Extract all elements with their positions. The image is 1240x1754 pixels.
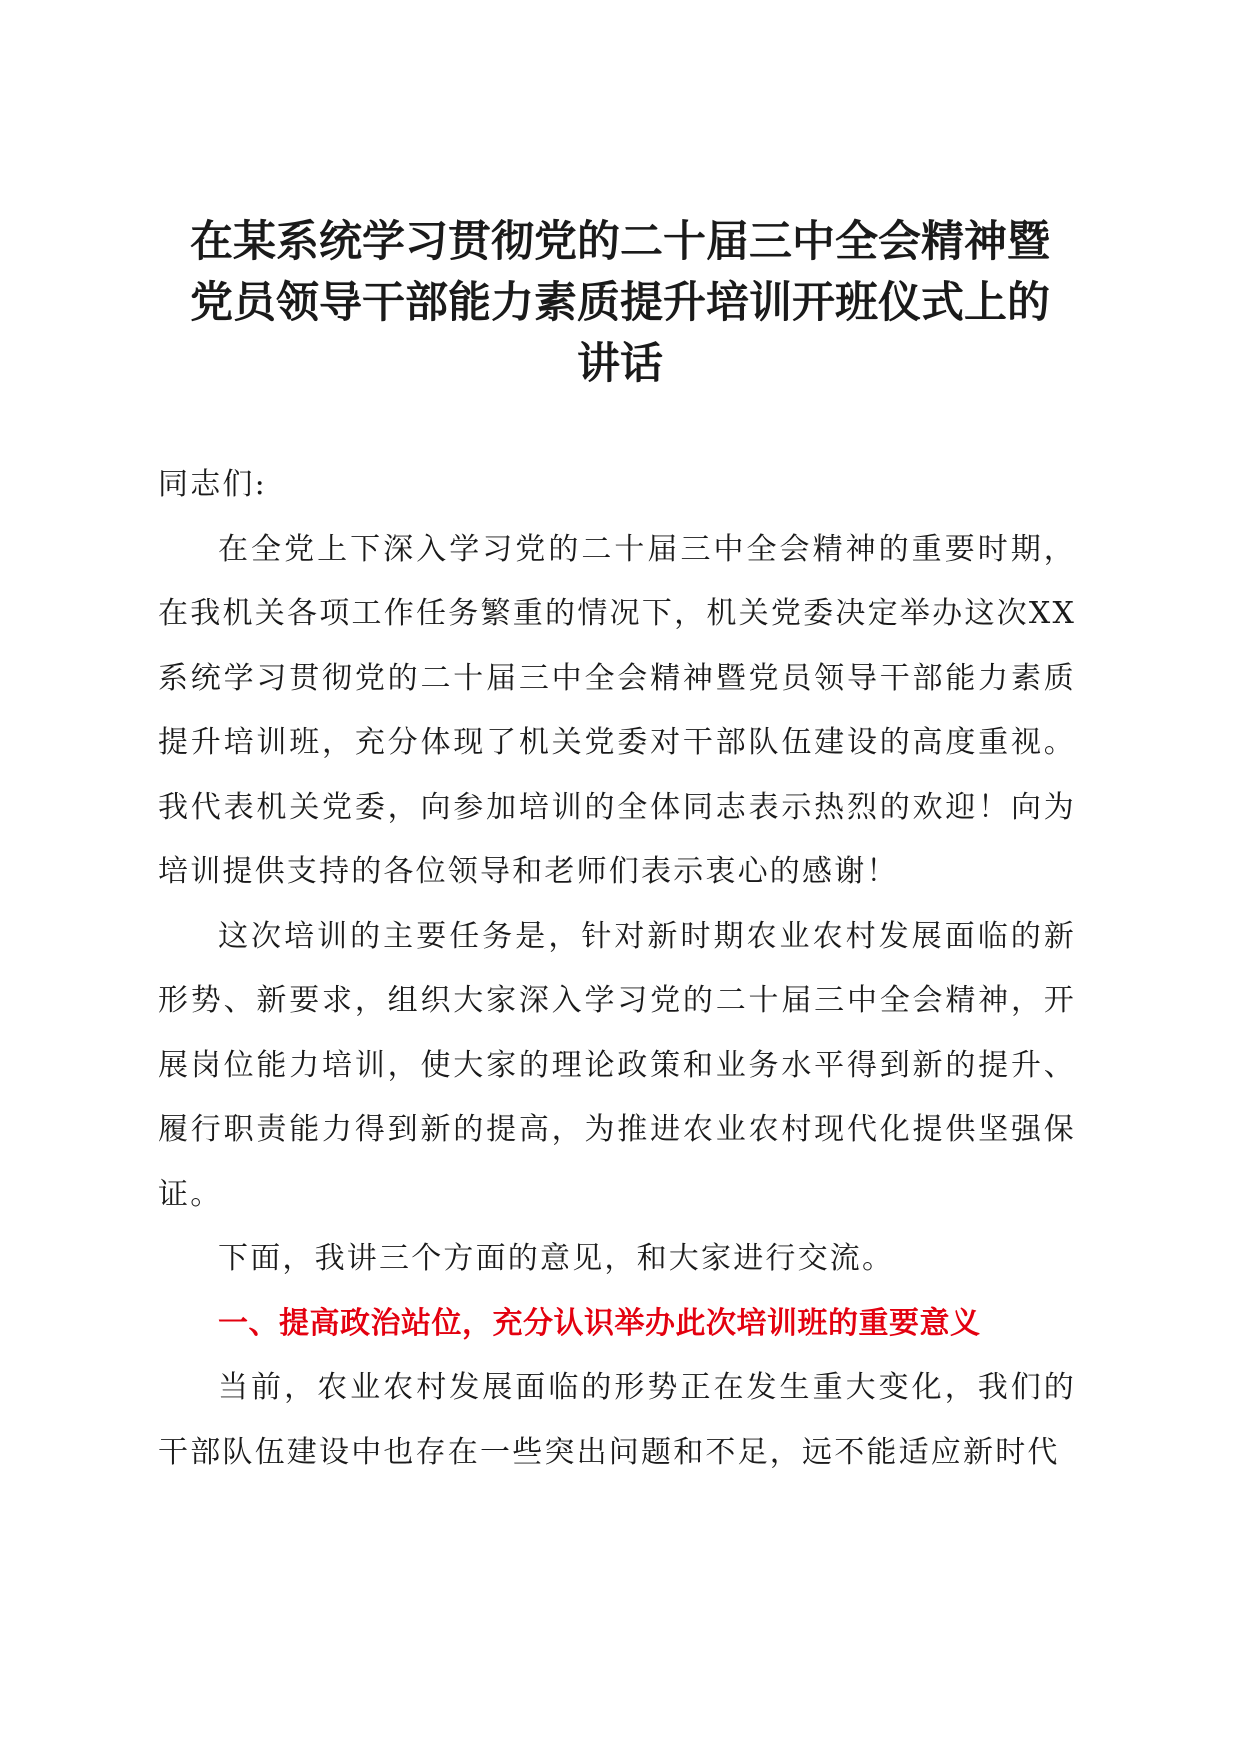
section-heading-1: 一、提高政治站位，充分认识举办此次培训班的重要意义	[218, 1305, 981, 1341]
paragraph-intro: 在全党上下深入学习党的二十届三中全会精神的重要时期，在我机关各项工作任务繁重的情况下，机关党委决定举办这次XX系统学习贯彻党的二十届三中全会精神暨党员领导干部能力素质提升培训班，充分体现了机关党委对干部队伍建设的高度重视。我代表机关党委，向参加培训的全体同志表示热烈的欢迎！向为培训提供支持的各位领导和老师们表示衷心的感谢！	[158, 531, 1076, 889]
section-1-paragraph: 当前，农业农村发展面临的形势正在发生重大变化，我们的干部队伍建设中也存在一些突出问题和不足，远不能适应新时代	[158, 1370, 1076, 1470]
title-line-3: 讲话	[577, 339, 663, 389]
paragraph-task: 这次培训的主要任务是，针对新时期农业农村发展面临的新形势、新要求，组织大家深入学习党的二十届三中全会精神，开展岗位能力培训，使大家的理论政策和业务水平得到新的提升、履行职责能力得到新的提高，为推进农业农村现代化提供坚强保证。	[158, 918, 1076, 1212]
document-body	[158, 453, 1076, 1485]
paragraph-outline: 下面，我讲三个方面的意见，和大家进行交流。	[218, 1241, 895, 1276]
title-line-1: 在某系统学习贯彻党的二十届三中全会精神暨	[190, 217, 1050, 267]
document-title	[150, 212, 1090, 395]
title-line-2: 党员领导干部能力素质提升培训开班仪式上的	[190, 278, 1050, 328]
salutation: 同志们:	[158, 467, 267, 502]
